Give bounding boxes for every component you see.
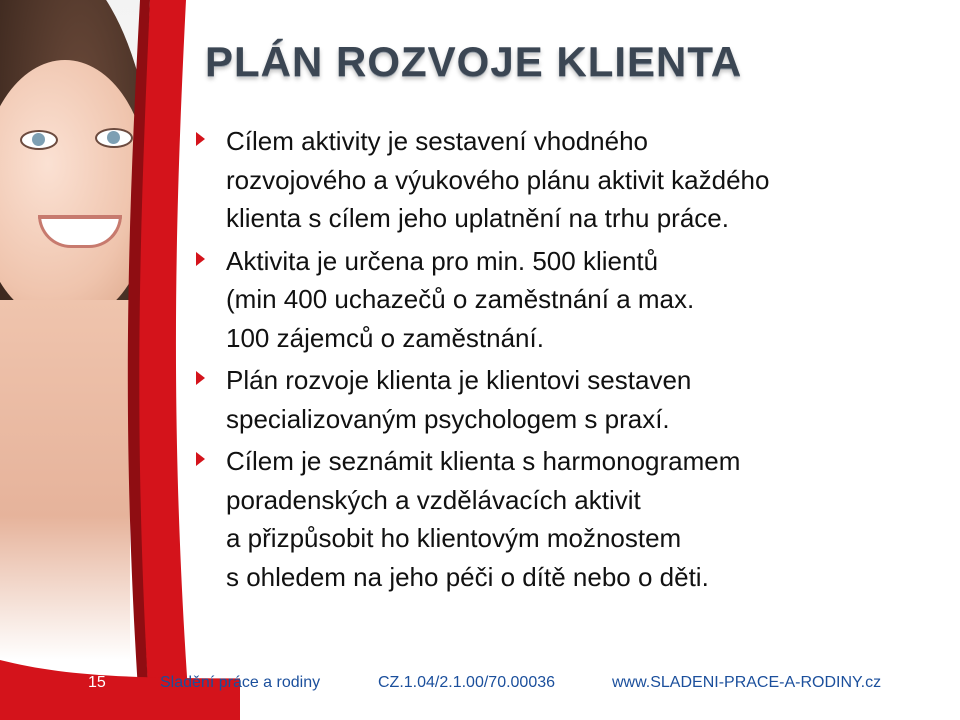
bullet-item [196, 361, 916, 438]
project-code: CZ.1.04/2.1.00/70.00036 [378, 674, 556, 691]
bullet-text: Cílem aktivity je sestavení vhodného rozvojového a výukového plánu aktivit každého klienta s cílem jeho uplatnění na trhu práce. [226, 126, 770, 233]
swoosh-outer [138, 0, 190, 720]
website-link[interactable]: www.SLADENI-PRACE-A-RODINY.cz [612, 674, 882, 691]
bullet-arrow-icon [196, 252, 205, 266]
slide-title: PLÁN ROZVOJE KLIENTA [205, 38, 743, 85]
page-number: 15 [88, 674, 106, 691]
bullet-list [196, 122, 916, 600]
bullet-item [196, 122, 916, 238]
bullet-item [196, 442, 916, 596]
bullet-text: Aktivita je určena pro min. 500 klientů (min 400 uchazečů o zaměstnání a max. 100 zájemců o zaměstnání. [226, 245, 695, 353]
bullet-text: Plán rozvoje klienta je klientovi sestaven specializovaným psychologem s praxí. [226, 365, 692, 434]
project-name: Sladění práce a rodiny [160, 674, 321, 691]
bullet-item [196, 242, 916, 358]
bullet-arrow-icon [196, 132, 205, 146]
bullet-arrow-icon [196, 452, 205, 466]
slide-footer [0, 668, 960, 704]
bullet-text: Cílem je seznámit klienta s harmonogramem poradenských a vzdělávacích aktivit a přizpůsobit ho klientovým možnostem s ohledem na jeho péči o dítě nebo o děti. [226, 446, 741, 592]
bullet-arrow-icon [196, 371, 205, 385]
